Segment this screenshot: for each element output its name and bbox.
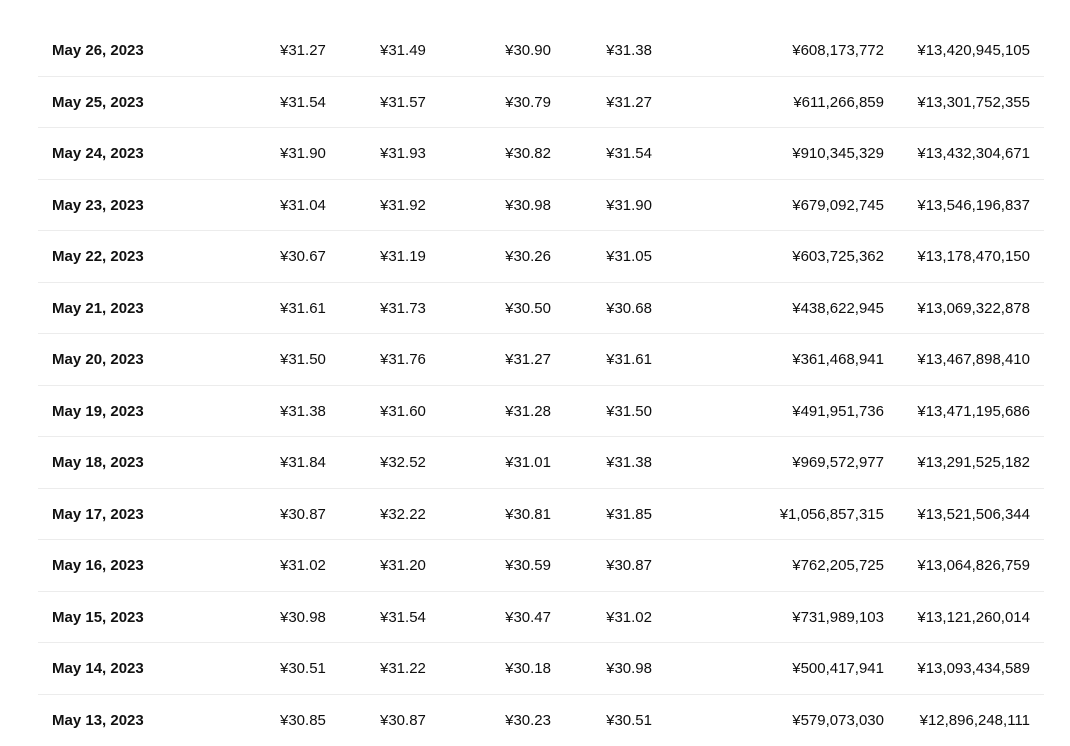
high-price-cell: ¥32.52 xyxy=(380,437,426,488)
volume-cell: ¥579,073,030 xyxy=(792,695,884,746)
market-cap-cell: ¥13,121,260,014 xyxy=(917,592,1030,643)
open-price-cell: ¥30.87 xyxy=(280,489,326,540)
market-cap-cell: ¥13,546,196,837 xyxy=(917,180,1030,231)
market-cap-cell: ¥13,178,470,150 xyxy=(917,231,1030,282)
date-cell: May 15, 2023 xyxy=(52,592,144,643)
close-price-cell: ¥31.61 xyxy=(606,334,652,385)
market-cap-cell: ¥13,521,506,344 xyxy=(917,489,1030,540)
market-cap-cell: ¥13,069,322,878 xyxy=(917,283,1030,334)
date-cell: May 16, 2023 xyxy=(52,540,144,591)
high-price-cell: ¥31.54 xyxy=(380,592,426,643)
high-price-cell: ¥31.22 xyxy=(380,643,426,694)
open-price-cell: ¥31.02 xyxy=(280,540,326,591)
open-price-cell: ¥30.85 xyxy=(280,695,326,746)
high-price-cell: ¥31.93 xyxy=(380,128,426,179)
high-price-cell: ¥31.19 xyxy=(380,231,426,282)
open-price-cell: ¥30.98 xyxy=(280,592,326,643)
table-row xyxy=(38,334,1044,386)
table-row xyxy=(38,489,1044,541)
low-price-cell: ¥30.59 xyxy=(505,540,551,591)
market-cap-cell: ¥12,896,248,111 xyxy=(920,695,1030,746)
high-price-cell: ¥31.20 xyxy=(380,540,426,591)
open-price-cell: ¥31.38 xyxy=(280,386,326,437)
high-price-cell: ¥32.22 xyxy=(380,489,426,540)
date-cell: May 19, 2023 xyxy=(52,386,144,437)
open-price-cell: ¥30.67 xyxy=(280,231,326,282)
open-price-cell: ¥31.27 xyxy=(280,25,326,76)
date-cell: May 13, 2023 xyxy=(52,695,144,746)
market-cap-cell: ¥13,064,826,759 xyxy=(917,540,1030,591)
open-price-cell: ¥31.61 xyxy=(280,283,326,334)
low-price-cell: ¥30.81 xyxy=(505,489,551,540)
table-row xyxy=(38,643,1044,695)
low-price-cell: ¥30.82 xyxy=(505,128,551,179)
date-cell: May 18, 2023 xyxy=(52,437,144,488)
date-cell: May 14, 2023 xyxy=(52,643,144,694)
date-cell: May 24, 2023 xyxy=(52,128,144,179)
volume-cell: ¥1,056,857,315 xyxy=(780,489,884,540)
date-cell: May 21, 2023 xyxy=(52,283,144,334)
close-price-cell: ¥30.98 xyxy=(606,643,652,694)
table-row xyxy=(38,128,1044,180)
high-price-cell: ¥31.60 xyxy=(380,386,426,437)
low-price-cell: ¥30.50 xyxy=(505,283,551,334)
close-price-cell: ¥31.02 xyxy=(606,592,652,643)
table-row xyxy=(38,231,1044,283)
low-price-cell: ¥31.27 xyxy=(505,334,551,385)
volume-cell: ¥491,951,736 xyxy=(792,386,884,437)
table-row xyxy=(38,180,1044,232)
volume-cell: ¥361,468,941 xyxy=(792,334,884,385)
low-price-cell: ¥31.28 xyxy=(505,386,551,437)
market-cap-cell: ¥13,467,898,410 xyxy=(917,334,1030,385)
volume-cell: ¥603,725,362 xyxy=(792,231,884,282)
close-price-cell: ¥31.85 xyxy=(606,489,652,540)
market-cap-cell: ¥13,093,434,589 xyxy=(917,643,1030,694)
market-cap-cell: ¥13,432,304,671 xyxy=(917,128,1030,179)
low-price-cell: ¥30.79 xyxy=(505,77,551,128)
volume-cell: ¥500,417,941 xyxy=(792,643,884,694)
table-row xyxy=(38,25,1044,77)
market-cap-cell: ¥13,291,525,182 xyxy=(917,437,1030,488)
date-cell: May 17, 2023 xyxy=(52,489,144,540)
market-cap-cell: ¥13,420,945,105 xyxy=(917,25,1030,76)
low-price-cell: ¥30.26 xyxy=(505,231,551,282)
close-price-cell: ¥31.05 xyxy=(606,231,652,282)
close-price-cell: ¥31.54 xyxy=(606,128,652,179)
open-price-cell: ¥31.50 xyxy=(280,334,326,385)
table-row xyxy=(38,283,1044,335)
volume-cell: ¥731,989,103 xyxy=(792,592,884,643)
high-price-cell: ¥31.57 xyxy=(380,77,426,128)
open-price-cell: ¥31.04 xyxy=(280,180,326,231)
close-price-cell: ¥31.50 xyxy=(606,386,652,437)
high-price-cell: ¥30.87 xyxy=(380,695,426,746)
open-price-cell: ¥30.51 xyxy=(280,643,326,694)
historical-data-table xyxy=(38,25,1044,746)
high-price-cell: ¥31.73 xyxy=(380,283,426,334)
table-row xyxy=(38,77,1044,129)
date-cell: May 20, 2023 xyxy=(52,334,144,385)
market-cap-cell: ¥13,301,752,355 xyxy=(917,77,1030,128)
date-cell: May 23, 2023 xyxy=(52,180,144,231)
volume-cell: ¥910,345,329 xyxy=(792,128,884,179)
low-price-cell: ¥30.90 xyxy=(505,25,551,76)
volume-cell: ¥762,205,725 xyxy=(792,540,884,591)
close-price-cell: ¥31.90 xyxy=(606,180,652,231)
low-price-cell: ¥30.98 xyxy=(505,180,551,231)
close-price-cell: ¥30.87 xyxy=(606,540,652,591)
volume-cell: ¥969,572,977 xyxy=(792,437,884,488)
close-price-cell: ¥30.68 xyxy=(606,283,652,334)
open-price-cell: ¥31.84 xyxy=(280,437,326,488)
low-price-cell: ¥30.18 xyxy=(505,643,551,694)
low-price-cell: ¥30.47 xyxy=(505,592,551,643)
volume-cell: ¥679,092,745 xyxy=(792,180,884,231)
high-price-cell: ¥31.49 xyxy=(380,25,426,76)
date-cell: May 22, 2023 xyxy=(52,231,144,282)
close-price-cell: ¥31.38 xyxy=(606,437,652,488)
table-body xyxy=(38,25,1044,746)
table-row xyxy=(38,592,1044,644)
high-price-cell: ¥31.76 xyxy=(380,334,426,385)
open-price-cell: ¥31.54 xyxy=(280,77,326,128)
open-price-cell: ¥31.90 xyxy=(280,128,326,179)
market-cap-cell: ¥13,471,195,686 xyxy=(917,386,1030,437)
low-price-cell: ¥31.01 xyxy=(505,437,551,488)
low-price-cell: ¥30.23 xyxy=(505,695,551,746)
volume-cell: ¥608,173,772 xyxy=(792,25,884,76)
table-row xyxy=(38,540,1044,592)
close-price-cell: ¥31.27 xyxy=(606,77,652,128)
close-price-cell: ¥30.51 xyxy=(606,695,652,746)
close-price-cell: ¥31.38 xyxy=(606,25,652,76)
table-row xyxy=(38,437,1044,489)
volume-cell: ¥611,266,859 xyxy=(793,77,884,128)
table-row xyxy=(38,386,1044,438)
date-cell: May 26, 2023 xyxy=(52,25,144,76)
date-cell: May 25, 2023 xyxy=(52,77,144,128)
volume-cell: ¥438,622,945 xyxy=(792,283,884,334)
high-price-cell: ¥31.92 xyxy=(380,180,426,231)
table-row xyxy=(38,695,1044,746)
